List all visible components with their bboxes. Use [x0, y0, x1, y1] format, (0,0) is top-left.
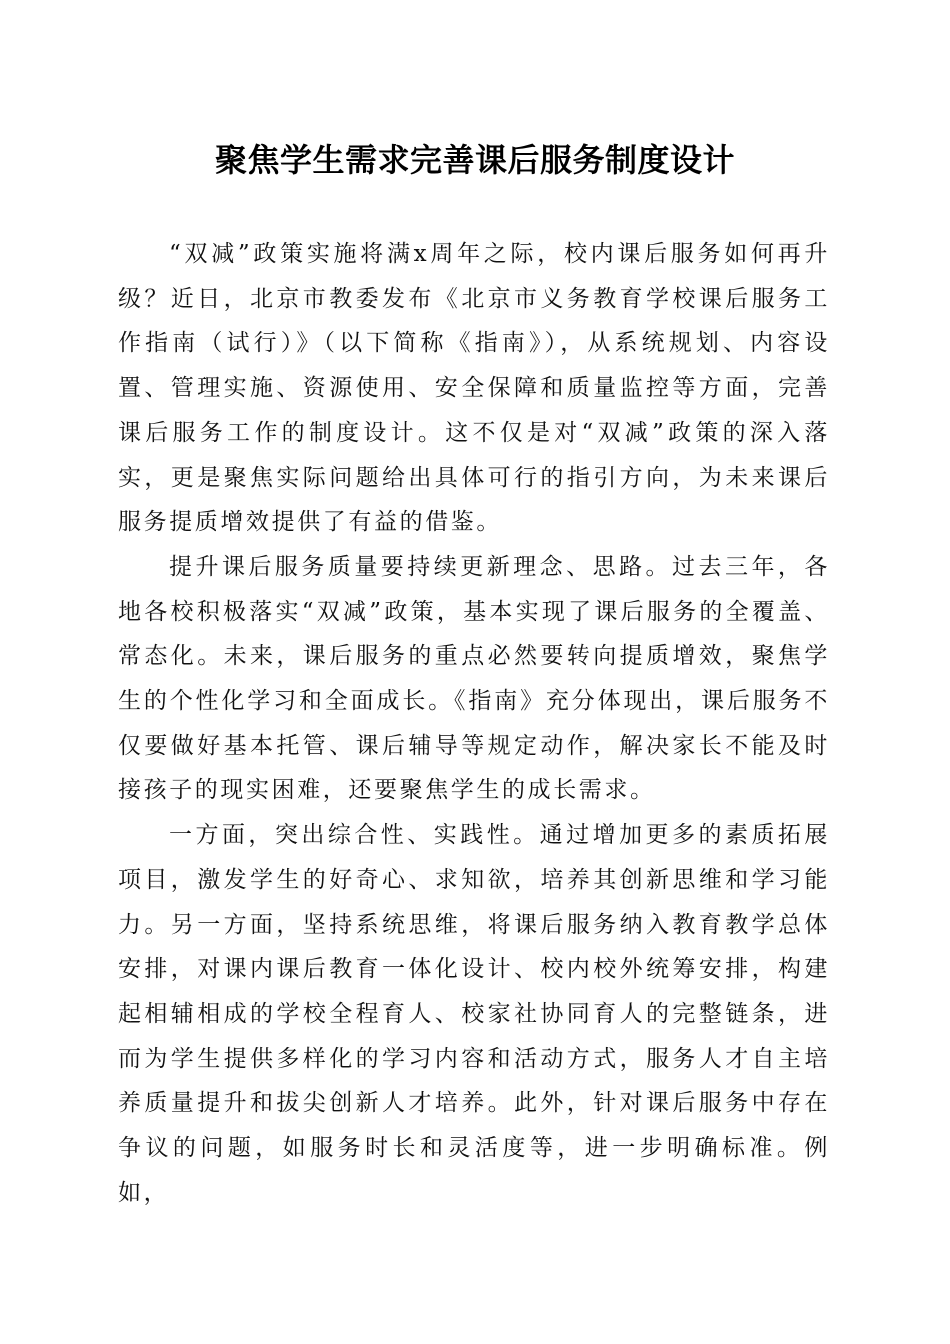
- document-title: 聚焦学生需求完善课后服务制度设计: [214, 141, 735, 179]
- paragraph-1: “双减”政策实施将满x周年之际，校内课后服务如何再升级？近日，北京市教委发布《北京市义务教育学校课后服务工作指南（试行）》（以下简称《指南》），从系统规划、内容设置、管理实施、资源使用、安全保障和质量监控等方面，完善课后服务工作的制度设计。这不仅是对“双减”政策的深入落实，更是聚焦实际问题给出具体可行的指引方向，为未来课后服务提质增效提供了有益的借鉴。: [118, 241, 830, 536]
- document-body: [118, 232, 830, 1215]
- paragraph-3: 一方面，突出综合性、实践性。通过增加更多的素质拓展项目，激发学生的好奇心、求知欲，培养其创新思维和学习能力。另一方面，坚持系统思维，将课后服务纳入教育教学总体安排，对课内课后教育一体化设计、校内校外统筹安排，构建起相辅相成的学校全程育人、校家社协同育人的完整链条，进而为学生提供多样化的学习内容和活动方式，服务人才自主培养质量提升和拔尖创新人才培养。此外，针对课后服务中存在争议的问题，如服务时长和灵活度等，进一步明确标准。例如，: [118, 822, 830, 1206]
- paragraph-2: 提升课后服务质量要持续更新理念、思路。过去三年，各地各校积极落实“双减”政策，基本实现了课后服务的全覆盖、常态化。未来，课后服务的重点必然要转向提质增效，聚焦学生的个性化学习和全面成长。《指南》充分体现出，课后服务不仅要做好基本托管、课后辅导等规定动作，解决家长不能及时接孩子的现实困难，还要聚焦学生的成长需求。: [118, 553, 830, 804]
